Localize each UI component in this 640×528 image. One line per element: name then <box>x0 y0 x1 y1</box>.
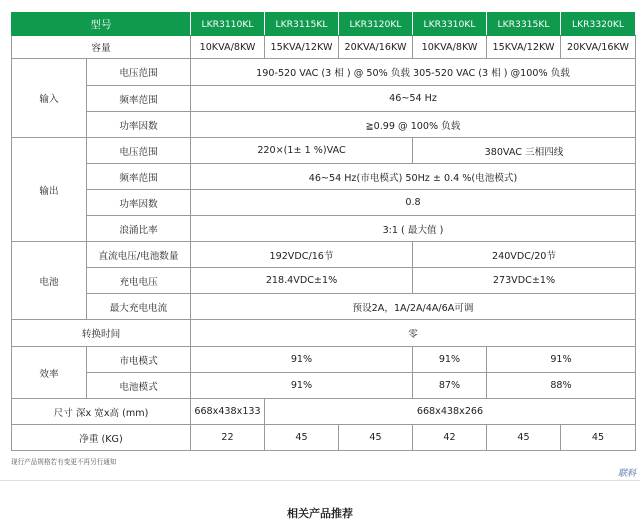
brand-watermark: 联科 <box>617 469 636 479</box>
efficiency-mains-a: 91% <box>191 347 413 373</box>
output-voltage-three: 380VAC 三相四线 <box>413 138 636 164</box>
capacity-cell: 20KVA/16KW <box>561 36 636 59</box>
input-voltage-row <box>12 59 636 86</box>
battery-max-charge-row <box>12 294 636 320</box>
battery-charge-v-label: 充电电压 <box>87 268 191 294</box>
capacity-label: 容量 <box>12 36 191 59</box>
input-group-label: 输入 <box>12 59 87 138</box>
battery-group-label: 电池 <box>12 242 87 320</box>
weight-row <box>12 425 636 451</box>
dimension-row <box>12 399 636 425</box>
battery-dc-three: 240VDC/20节 <box>413 242 636 268</box>
related-products-title: 相关产品推荐 <box>287 507 353 520</box>
efficiency-battery-row <box>12 373 636 399</box>
input-pf-label: 功率因数 <box>87 112 191 138</box>
transfer-row <box>12 320 636 347</box>
model-cell: LKR3115KL <box>265 13 339 36</box>
input-freq-label: 频率范围 <box>87 86 191 112</box>
dimension-first: 668x438x133 <box>191 399 265 425</box>
output-pf-value: 0.8 <box>191 190 636 216</box>
input-freq-row <box>12 86 636 112</box>
weight-label: 净重 (KG) <box>12 425 191 451</box>
input-voltage-label: 电压范围 <box>87 59 191 86</box>
weight-cell: 42 <box>413 425 487 451</box>
weight-cell: 45 <box>265 425 339 451</box>
output-crest-row <box>12 216 636 242</box>
weight-cell: 45 <box>487 425 561 451</box>
output-crest-value: 3:1 ( 最大值 ) <box>191 216 636 242</box>
battery-dc-label: 直流电压/电池数量 <box>87 242 191 268</box>
output-freq-value: 46~54 Hz(市电模式) 50Hz ± 0.4 %(电池模式) <box>191 164 636 190</box>
efficiency-mains-label: 市电模式 <box>87 347 191 373</box>
battery-max-charge-value: 预设2A，1A/2A/4A/6A可调 <box>191 294 636 320</box>
model-cell: LKR3310KL <box>413 13 487 36</box>
model-label: 型号 <box>12 13 191 36</box>
model-cell: LKR3315KL <box>487 13 561 36</box>
input-pf-row <box>12 112 636 138</box>
model-cell: LKR3320KL <box>561 13 636 36</box>
output-voltage-row <box>12 138 636 164</box>
header-row <box>12 13 636 36</box>
weight-cell: 45 <box>339 425 413 451</box>
output-voltage-single: 220×(1± 1 %)VAC <box>191 138 413 164</box>
input-pf-value: ≧0.99 @ 100% 负载 <box>191 112 636 138</box>
output-freq-row <box>12 164 636 190</box>
weight-cell: 45 <box>561 425 636 451</box>
transfer-label: 转换时间 <box>12 320 191 347</box>
battery-max-charge-label: 最大充电电流 <box>87 294 191 320</box>
footnote: 现行产品规格若有变更不再另行通知 <box>11 458 117 466</box>
input-freq-value: 46~54 Hz <box>191 86 636 112</box>
efficiency-mains-row <box>12 347 636 373</box>
efficiency-battery-a: 91% <box>191 373 413 399</box>
battery-charge-v-single: 218.4VDC±1% <box>191 268 413 294</box>
battery-charge-v-row <box>12 268 636 294</box>
output-freq-label: 频率范围 <box>87 164 191 190</box>
output-voltage-label: 电压范围 <box>87 138 191 164</box>
battery-charge-v-three: 273VDC±1% <box>413 268 636 294</box>
transfer-value: 零 <box>191 320 636 347</box>
battery-dc-single: 192VDC/16节 <box>191 242 413 268</box>
section-divider <box>0 480 640 481</box>
capacity-row <box>12 36 636 59</box>
capacity-cell: 10KVA/8KW <box>413 36 487 59</box>
capacity-cell: 20KVA/16KW <box>339 36 413 59</box>
battery-dc-row <box>12 242 636 268</box>
dimension-rest: 668x438x266 <box>265 399 636 425</box>
capacity-cell: 15KVA/12KW <box>487 36 561 59</box>
efficiency-mains-c: 91% <box>487 347 636 373</box>
weight-cell: 22 <box>191 425 265 451</box>
output-pf-row <box>12 190 636 216</box>
model-cell: LKR3110KL <box>191 13 265 36</box>
efficiency-battery-b: 87% <box>413 373 487 399</box>
output-group-label: 输出 <box>12 138 87 242</box>
model-cell: LKR3120KL <box>339 13 413 36</box>
output-crest-label: 浪涌比率 <box>87 216 191 242</box>
capacity-cell: 15KVA/12KW <box>265 36 339 59</box>
input-voltage-value: 190-520 VAC (3 相 ) @ 50% 负载 305-520 VAC (3 相 ) @100% 负载 <box>191 59 636 86</box>
efficiency-mains-b: 91% <box>413 347 487 373</box>
efficiency-battery-label: 电池模式 <box>87 373 191 399</box>
output-pf-label: 功率因数 <box>87 190 191 216</box>
efficiency-battery-c: 88% <box>487 373 636 399</box>
efficiency-group-label: 效率 <box>12 347 87 399</box>
dimension-label: 尺寸 深x 宽x高 (mm) <box>12 399 191 425</box>
capacity-cell: 10KVA/8KW <box>191 36 265 59</box>
spec-table <box>11 12 636 451</box>
